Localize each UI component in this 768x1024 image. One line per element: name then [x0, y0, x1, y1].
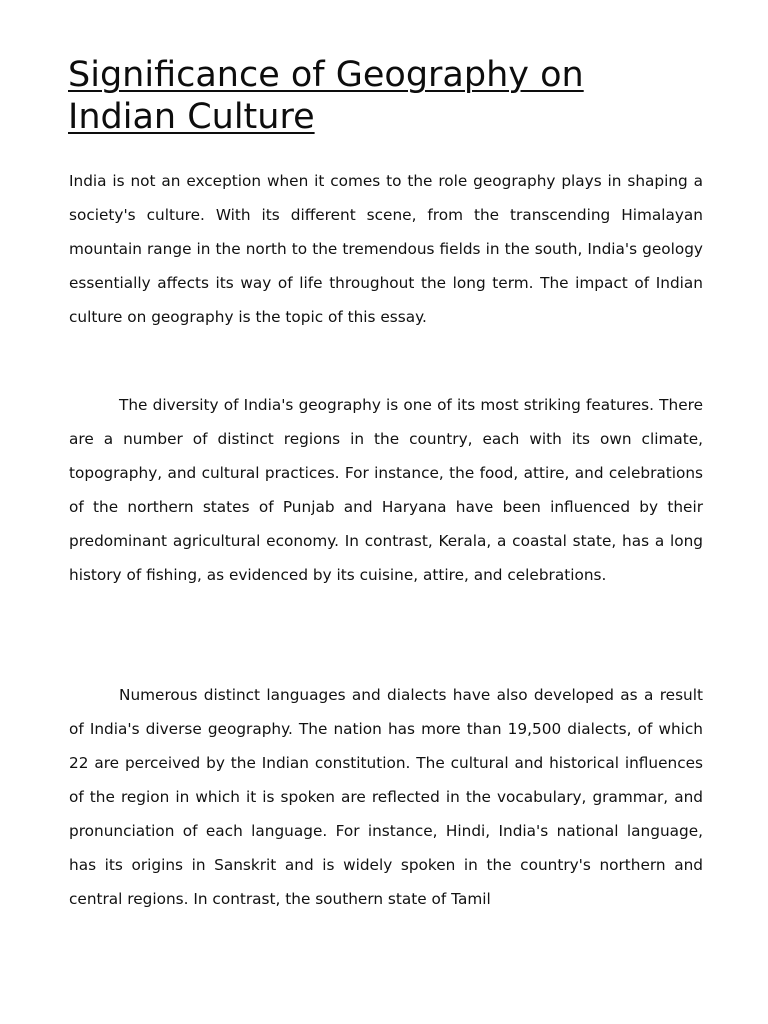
page-title: Significance of Geography on Indian Culture: [68, 55, 584, 137]
paragraph-languages: Numerous distinct languages and dialects have also developed as a result of India's diverse geography. The nation has more than 19,500 dialects, of which 22 are perceived by the Indian constitution. The cultural and historical influences of the region in which it is spoken are reflected in the vocabulary, grammar, and pronunciation of each language. For instance, Hindi, India's national language, has its origins in Sanskrit and is widely spoken in the country's northern and central regions. In contrast, the southern state of Tamil: [69, 686, 703, 908]
paragraph-intro: India is not an exception when it comes to the role geography plays in shaping a society's culture. With its different scene, from the transcending Himalayan mountain range in the north to the tremendous fields in the south, India's geology essentially affects its way of life throughout the long term. The impact of Indian culture on geography is the topic of this essay.: [69, 172, 703, 326]
paragraph-diversity: The diversity of India's geography is one of its most striking features. There are a number of distinct regions in the country, each with its own climate, topography, and cultural practices. For instance, the food, attire, and celebrations of the northern states of Punjab and Haryana have been influenced by their predominant agricultural economy. In contrast, Kerala, a coastal state, has a long history of fishing, as evidenced by its cuisine, attire, and celebrations.: [69, 396, 703, 584]
